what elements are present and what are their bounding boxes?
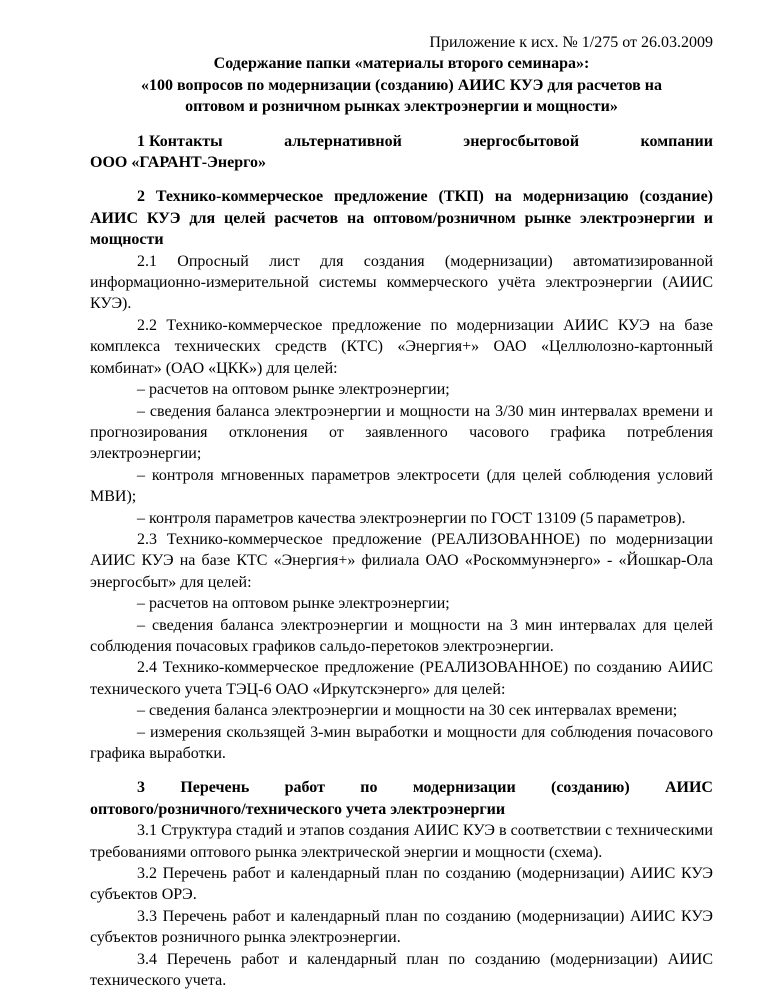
document-title-line-1: Содержание папки «материалы второго семинара»: (213, 55, 590, 73)
paragraph-2-3-item: – расчетов на оптовом рынке электроэнергии; (137, 595, 450, 613)
section-3-word: Перечень (180, 779, 250, 797)
section-1-heading (90, 131, 713, 174)
section-1-company: ООО «ГАРАНТ-Энерго» (90, 154, 266, 172)
appendix-reference: Приложение к исх. № 1/275 от 26.03.2009 (429, 34, 713, 51)
paragraph-3-1: 3.1 Структура стадий и этапов создания АИИС КУЭ в соответствии с техническими требованиями оптового рынка электрической энергии и мощности (схема). (90, 822, 713, 861)
section-3-word: по (360, 779, 378, 797)
paragraph-2-4-item: – сведения баланса электроэнергии и мощности на 30 сек интервалах времени; (137, 702, 678, 720)
paragraph-2-2-item: – контроля параметров качества электроэнергии по ГОСТ 13109 (5 параметров). (137, 509, 686, 527)
section-1-word: альтернативной (284, 132, 402, 150)
section-3-word: АИИС (664, 779, 713, 797)
paragraph-2-4: 2.4 Технико-коммерческое предложение (РЕАЛИЗОВАННОЕ) по созданию АИИС технического учета ТЭЦ-6 ОАО «Иркутскэнерго» для целей: (90, 659, 713, 698)
paragraph-2-3: 2.3 Технико-коммерческое предложение (РЕАЛИЗОВАННОЕ) по модернизации АИИС КУЭ на базе КТС «Энергия+» филиала ОАО «Роскоммунэнерго» - «Йошкар-Ола энергосбыт» для целей: (90, 530, 713, 591)
paragraph-3-3: 3.3 Перечень работ и календарный план по созданию (модернизации) АИИС КУЭ субъектов розничного рынка электроэнергии. (90, 907, 713, 947)
section-3-heading (90, 777, 713, 820)
section-1-word: компании (640, 132, 713, 150)
section-3-word: 3 (137, 779, 145, 797)
paragraph-2-2-item: – сведения баланса электроэнергии и мощности на 3/30 мин интервалах времени и прогнозирования отклонения от заявленного часового графика потребления электроэнергии; (90, 402, 713, 463)
section-3-word: работ (284, 779, 325, 797)
paragraph-2-3-item: – сведения баланса электроэнергии и мощности на 3 мин интервалах для целей соблюдения почасовых графиков сальдо-перетоков электроэнергии. (90, 616, 713, 655)
paragraph-2-1: 2.1 Опросный лист для создания (модернизации) автоматизированной информационно-измерительной системы коммерческого учёта электроэнергии (АИИС КУЭ). (90, 252, 713, 313)
document-title-line-3: оптовом и розничном рынках электроэнергии и мощности» (185, 98, 618, 116)
document-page (90, 32, 713, 991)
section-1-word: 1 Контакты (137, 132, 223, 150)
section-1-word: энергосбытовой (463, 132, 580, 150)
paragraph-2-2: 2.2 Технико-коммерческое предложение по модернизации АИИС КУЭ на базе комплекса технических средств (КТС) «Энергия+» ОАО «Целлюлозно-картонный комбинат» (ОАО «ЦКК») для целей: (90, 316, 713, 377)
section-3-word: модернизации (412, 779, 516, 797)
paragraph-3-4: 3.4 Перечень работ и календарный план по созданию (модернизации) АИИС технического учета. (90, 950, 713, 990)
paragraph-2-2-item: – контроля мгновенных параметров электросети (для целей соблюдения условий МВИ); (90, 466, 713, 506)
paragraph-2-4-item: – измерения скользящей 3-мин выработки и мощности для соблюдения почасового графика выработки. (90, 723, 713, 762)
section-2-heading: 2 Технико-коммерческое предложение (ТКП) на модернизацию (создание) АИИС КУЭ для целей расчетов на оптовом/розничном рынке электроэнергии и мощности (90, 188, 713, 249)
document-title-line-2: «100 вопросов по модернизации (созданию) АИИС КУЭ для расчетов на (140, 76, 662, 94)
section-3-heading-line-2: оптового/розничного/технического учета электроэнергии (90, 800, 506, 818)
section-3-word: (созданию) (551, 779, 630, 797)
paragraph-3-2: 3.2 Перечень работ и календарный план по созданию (модернизации) АИИС КУЭ субъектов ОРЭ. (90, 865, 713, 904)
paragraph-2-2-item: – расчетов на оптовом рынке электроэнергии; (137, 381, 450, 399)
